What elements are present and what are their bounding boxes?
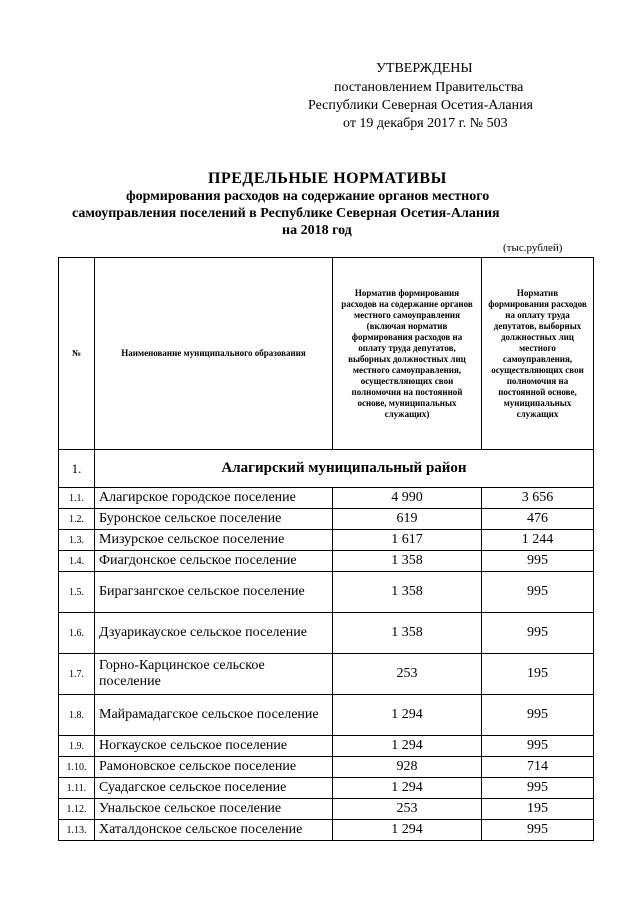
table-row xyxy=(59,488,594,509)
header-name: Наименование муниципального образования xyxy=(95,258,333,450)
row-value-1: 1 294 xyxy=(333,695,482,736)
region-num: 1. xyxy=(59,450,95,488)
norms-table-body xyxy=(59,258,594,841)
row-num: 1.7. xyxy=(59,654,95,695)
row-value-1: 1 617 xyxy=(333,530,482,551)
row-name: Майрамадагское сельское поселение xyxy=(95,695,333,736)
table-row xyxy=(59,613,594,654)
row-value-1: 619 xyxy=(333,509,482,530)
row-value-2: 1 244 xyxy=(482,530,594,551)
approval-line-1: постановлением Правительства xyxy=(334,80,524,95)
row-value-2: 3 656 xyxy=(482,488,594,509)
row-value-2: 195 xyxy=(482,799,594,820)
header-col1: Норматив формирования расходов на содержание органов местного самоуправления (включая норматив формирования расходов на оплату труда депутатов, выборных должностных лиц местного самоуправления, осуществляющих свои полномочия на постоянной основе, муниципальных служащих) xyxy=(333,258,482,450)
table-row xyxy=(59,736,594,757)
row-value-2: 995 xyxy=(482,551,594,572)
row-value-1: 1 294 xyxy=(333,778,482,799)
heading-line-1: формирования расходов на содержание органов местного xyxy=(126,189,490,204)
row-name: Суадагское сельское поселение xyxy=(95,778,333,799)
row-value-1: 1 358 xyxy=(333,551,482,572)
row-value-2: 995 xyxy=(482,613,594,654)
table-row xyxy=(59,654,594,695)
row-num: 1.1. xyxy=(59,488,95,509)
row-value-2: 714 xyxy=(482,757,594,778)
row-num: 1.5. xyxy=(59,572,95,613)
row-name: Рамоновское сельское поселение xyxy=(95,757,333,778)
row-num: 1.2. xyxy=(59,509,95,530)
row-num: 1.10. xyxy=(59,757,95,778)
row-value-2: 995 xyxy=(482,736,594,757)
table-row xyxy=(59,799,594,820)
row-num: 1.13. xyxy=(59,820,95,841)
table-row xyxy=(59,530,594,551)
table-row xyxy=(59,695,594,736)
region-name: Алагирский муниципальный район xyxy=(95,450,594,488)
unit-label: (тыс.рублей) xyxy=(503,242,563,254)
heading-main: ПРЕДЕЛЬНЫЕ НОРМАТИВЫ xyxy=(208,170,447,187)
row-num: 1.9. xyxy=(59,736,95,757)
row-name: Алагирское городское поселение xyxy=(95,488,333,509)
row-value-2: 995 xyxy=(482,778,594,799)
row-value-1: 1 294 xyxy=(333,820,482,841)
row-num: 1.3. xyxy=(59,530,95,551)
row-name: Горно-Карцинское сельское поселение xyxy=(95,654,333,695)
table-row xyxy=(59,509,594,530)
row-value-2: 476 xyxy=(482,509,594,530)
row-name: Бирагзангское сельское поселение xyxy=(95,572,333,613)
row-value-2: 995 xyxy=(482,820,594,841)
row-name: Хаталдонское сельское поселение xyxy=(95,820,333,841)
row-value-1: 1 358 xyxy=(333,572,482,613)
heading-line-2: самоуправления поселений в Республике Северная Осетия-Алания xyxy=(72,206,500,221)
row-name: Буронское сельское поселение xyxy=(95,509,333,530)
table-header-row xyxy=(59,258,594,450)
row-value-1: 253 xyxy=(333,654,482,695)
row-num: 1.11. xyxy=(59,778,95,799)
table-row xyxy=(59,572,594,613)
row-name: Дзуарикауское сельское поселение xyxy=(95,613,333,654)
row-num: 1.8. xyxy=(59,695,95,736)
row-value-1: 1 358 xyxy=(333,613,482,654)
row-value-2: 195 xyxy=(482,654,594,695)
row-num: 1.4. xyxy=(59,551,95,572)
header-col2: Норматив формирования расходов на оплату труда депутатов, выборных должностных лиц местного самоуправления, осуществляющих свои полномочия на постоянной основе, муниципальных служащих xyxy=(482,258,594,450)
row-num: 1.6. xyxy=(59,613,95,654)
norms-table xyxy=(58,257,594,841)
row-value-1: 4 990 xyxy=(333,488,482,509)
row-value-1: 253 xyxy=(333,799,482,820)
approval-line-3: от 19 декабря 2017 г. № 503 xyxy=(343,116,508,131)
table-row xyxy=(59,757,594,778)
region-row xyxy=(59,450,594,488)
approval-title: УТВЕРЖДЕНЫ xyxy=(376,61,473,76)
row-value-1: 928 xyxy=(333,757,482,778)
header-num: № xyxy=(59,258,95,450)
row-name: Ногкауское сельское поселение xyxy=(95,736,333,757)
row-value-2: 995 xyxy=(482,695,594,736)
approval-line-2: Республики Северная Осетия-Алания xyxy=(308,98,533,113)
row-value-2: 995 xyxy=(482,572,594,613)
table-row xyxy=(59,778,594,799)
table-row xyxy=(59,820,594,841)
row-name: Мизурское сельское поселение xyxy=(95,530,333,551)
row-value-1: 1 294 xyxy=(333,736,482,757)
row-name: Фиагдонское сельское поселение xyxy=(95,551,333,572)
row-num: 1.12. xyxy=(59,799,95,820)
table-row xyxy=(59,551,594,572)
row-name: Унальское сельское поселение xyxy=(95,799,333,820)
heading-line-3: на 2018 год xyxy=(282,223,352,238)
